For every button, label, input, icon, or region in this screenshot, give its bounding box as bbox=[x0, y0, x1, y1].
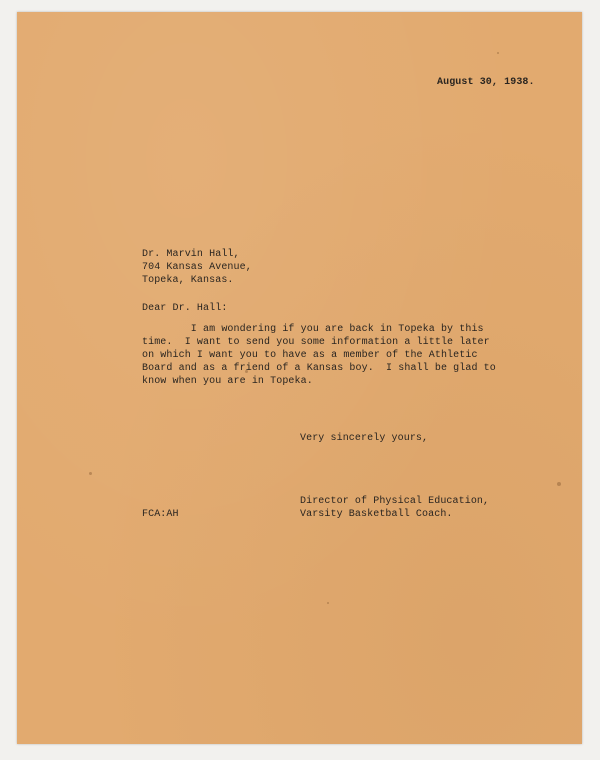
recipient-line: 704 Kansas Avenue, bbox=[142, 262, 252, 273]
paper-speck bbox=[497, 52, 499, 54]
signature-line: Director of Physical Education, bbox=[300, 496, 490, 507]
body-line: on which I want you to have as a member of the Athletic bbox=[142, 350, 478, 361]
reference-initials: FCA:AH bbox=[142, 509, 179, 520]
body-line: Board and as a friend of a Kansas boy. I shall be glad to bbox=[142, 363, 496, 374]
paper-speck bbox=[327, 602, 329, 604]
recipient-address bbox=[142, 248, 252, 287]
body-line: time. I want to send you some information a little later bbox=[142, 337, 490, 348]
signature-block bbox=[300, 495, 489, 521]
paper-speck bbox=[89, 472, 92, 475]
recipient-line: Topeka, Kansas. bbox=[142, 275, 234, 286]
recipient-line: Dr. Marvin Hall, bbox=[142, 249, 240, 260]
letter-page bbox=[17, 12, 582, 744]
salutation: Dear Dr. Hall: bbox=[142, 303, 228, 314]
body-line: know when you are in Topeka. bbox=[142, 376, 313, 387]
signature-line: Varsity Basketball Coach. bbox=[300, 509, 453, 520]
complimentary-closing: Very sincerely yours, bbox=[300, 433, 429, 444]
paper-speck bbox=[557, 482, 561, 486]
letter-date: August 30, 1938. bbox=[437, 77, 535, 88]
paper-speck bbox=[245, 370, 248, 373]
body-line: I am wondering if you are back in Topeka by this bbox=[142, 324, 484, 335]
letter-body bbox=[142, 323, 496, 388]
